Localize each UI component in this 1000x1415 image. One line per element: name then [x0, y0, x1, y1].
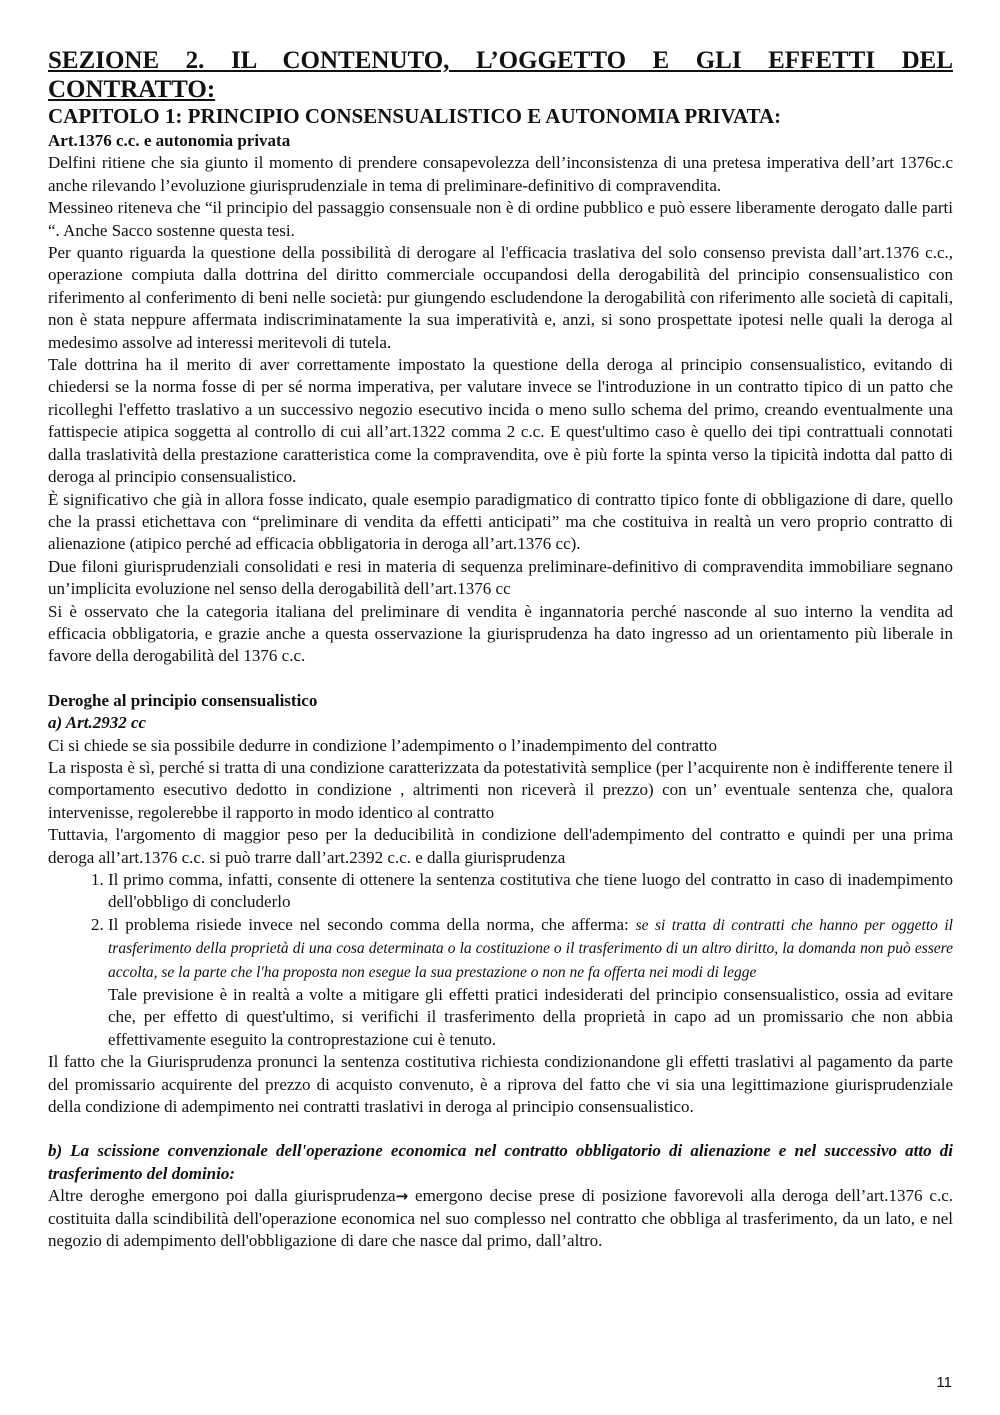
paragraph: Per quanto riguarda la questione della possibilità di derogare al l'efficacia traslativa del solo consenso prevista dall’art.1376 c.c., operazione compiuta dalla dottrina del diritto commerciale occupandosi della derogabilità del principio consensualistico con riferimento al conferimento di beni nelle società: pur giungendo escludendone la derogabilità con riferimento alle società di capitali, non è stata neppure affermata indiscriminatamente la sua imperatività e, anzi, si sono prospettate ipotesi nelle quali la deroga al medesimo assolve ad interessi meritevoli di tutela. — [48, 243, 953, 352]
list-item-text: Il problema risiede invece nel secondo comma della norma, che afferma: — [108, 914, 636, 934]
paragraph: Ci si chiede se sia possibile dedurre in condizione l’adempimento o l’inadempimento del contratto — [48, 735, 717, 755]
numbered-list — [48, 869, 953, 1051]
article-heading: Art.1376 c.c. e autonomia privata — [48, 131, 291, 150]
paragraph: Tuttavia, l'argomento di maggior peso per la deducibilità in condizione dell'adempimento del contratto e quindi per una prima deroga all’art.1376 c.c. si può trarre dall’art.2392 c.c. e dalla giurisprudenza — [48, 825, 953, 867]
subsection-b-heading: b) La scissione convenzionale dell'operazione economica nel contratto obbligatorio di alienazione e nel successivo atto di trasferimento del dominio: — [48, 1141, 953, 1183]
subsection-a-heading: a) Art.2932 cc — [48, 713, 147, 733]
paragraph: Messineo riteneva che “il principio del passaggio consensuale non è di ordine pubblico e può essere liberamente derogato dalle parti “. Anche Sacco sostenne questa tesi. — [48, 198, 953, 240]
paragraph — [48, 1185, 953, 1252]
spacer — [48, 668, 953, 690]
arrow-icon: → — [395, 1187, 409, 1206]
list-item — [108, 869, 953, 914]
paragraph: Tale dottrina ha il merito di aver correttamente impostato la questione della deroga al principio consensualistico, evitando di chiedersi se la norma fosse di per sé norma imperativa, per valutare invece se l'introduzione in un contratto tipico di un patto che ricolleghi l'effetto traslativo a un successivo negozio esecutivo incida o meno sullo schema del primo, creando eventualmente una fattispecie atipica soggetta al controllo di cui all’art.1322 comma 2 c.c. E quest'ultimo caso è quello dei tipi contrattuali connotati dalla traslatività della prestazione caratteristica come la compravendita, ove è più forte la spinta verso la tipicità indotta dal patto di deroga al principio consensualistico. — [48, 355, 953, 487]
paragraph: La risposta è sì, perché si tratta di una condizione caratterizzata da potestatività semplice (per l’acquirente non è indifferente tenere il comportamento esecutivo dedotto in condizione , altrimenti non riceverà il prezzo) con un’ eventuale sentenza che, qualora intervenisse, regolerebbe il rapporto in modo identico al contratto — [48, 757, 953, 822]
document-page — [48, 46, 953, 1253]
chapter-title: CAPITOLO 1: PRINCIPIO CONSENSUALISTICO E AUTONOMIA PRIVATA: — [48, 104, 782, 128]
paragraph: Delfini ritiene che sia giunto il momento di prendere consapevolezza dell’inconsistenza di una pretesa imperativa dell’art 1376c.c anche rilevando l’evoluzione giurisprudenziale in tema di preliminare-definitivo di compravendita. — [48, 153, 953, 195]
deroghe-heading: Deroghe al principio consensualistico — [48, 690, 318, 710]
paragraph-text: emergono decise prese di posizione favorevoli alla deroga dell’art.1376 c.c. costituita dalla scindibilità dell'operazione economica nel suo complesso nel contratto che obbliga al trasferimento, da un lato, e nel negozio di adempimento dell'obbligazione di dare che nasce dal primo, dall’altro. — [48, 1186, 953, 1251]
law-quote: se si tratta di contratti che hanno per oggetto il trasferimento della proprietà di una cosa determinata o la costituzione o il trasferimento di un altro diritto, la domanda non può essere accolta, se la parte che l'ha proposta non esegue la sua prestazione o non ne fa offerta nei modi di legge — [108, 916, 953, 981]
paragraph: È significativo che già in allora fosse indicato, quale esempio paradigmatico di contratto tipico fonte di obbligazione di dare, quello che la prassi etichettava con “preliminare di vendita da effetti anticipati” ma che costituiva in realtà un vero proprio contratto di alienazione (atipico perché ad efficacia obbligatoria in deroga all’art.1376 cc). — [48, 489, 953, 554]
paragraph-text: Altre deroghe emergono poi dalla giurisprudenza — [48, 1186, 396, 1206]
page-number: 11 — [936, 1374, 952, 1391]
list-item-text: Il primo comma, infatti, consente di ottenere la sentenza costitutiva che tiene luogo del contratto in caso di inadempimento dell'obbligo di concluderlo — [108, 870, 953, 912]
section-title: SEZIONE 2. IL CONTENUTO, L’OGGETTO E GLI EFFETTI DEL CONTRATTO: — [48, 47, 953, 103]
paragraph: Si è osservato che la categoria italiana del preliminare di vendita è ingannatoria perché nasconde al suo interno la vendita ad efficacia obbligatoria, e grazie anche a questa osservazione la giurisprudenza ha dato ingresso ad un orientamento più liberale in favore della derogabilità del 1376 c.c. — [48, 601, 953, 666]
paragraph: Il fatto che la Giurisprudenza pronunci la sentenza costitutiva richiesta condizionandone gli effetti traslativi al pagamento da parte del promissario acquirente del prezzo di acquisto convenuto, è a riprova del fatto che vi sia una legittimazione giurisprudenziale della condizione di adempimento nei contratti traslativi in deroga al principio consensualistico. — [48, 1052, 953, 1117]
list-item-followup: Tale previsione è in realtà a volte a mitigare gli effetti pratici indesiderati del principio consensualistico, ossia ad evitare che, per effetto di quest'ultimo, si verifichi il trasferimento della proprietà in capo ad un promissario che non abbia effettivamente eseguito la controprestazione cui è tenuto. — [108, 985, 953, 1049]
paragraph: Due filoni giurisprudenziali consolidati e resi in materia di sequenza preliminare-definitivo di compravendita immobiliare segnano un’implicita evoluzione nel senso della derogabilità dell’art.1376 cc — [48, 556, 953, 599]
list-item — [108, 914, 953, 1051]
spacer — [48, 1118, 953, 1140]
